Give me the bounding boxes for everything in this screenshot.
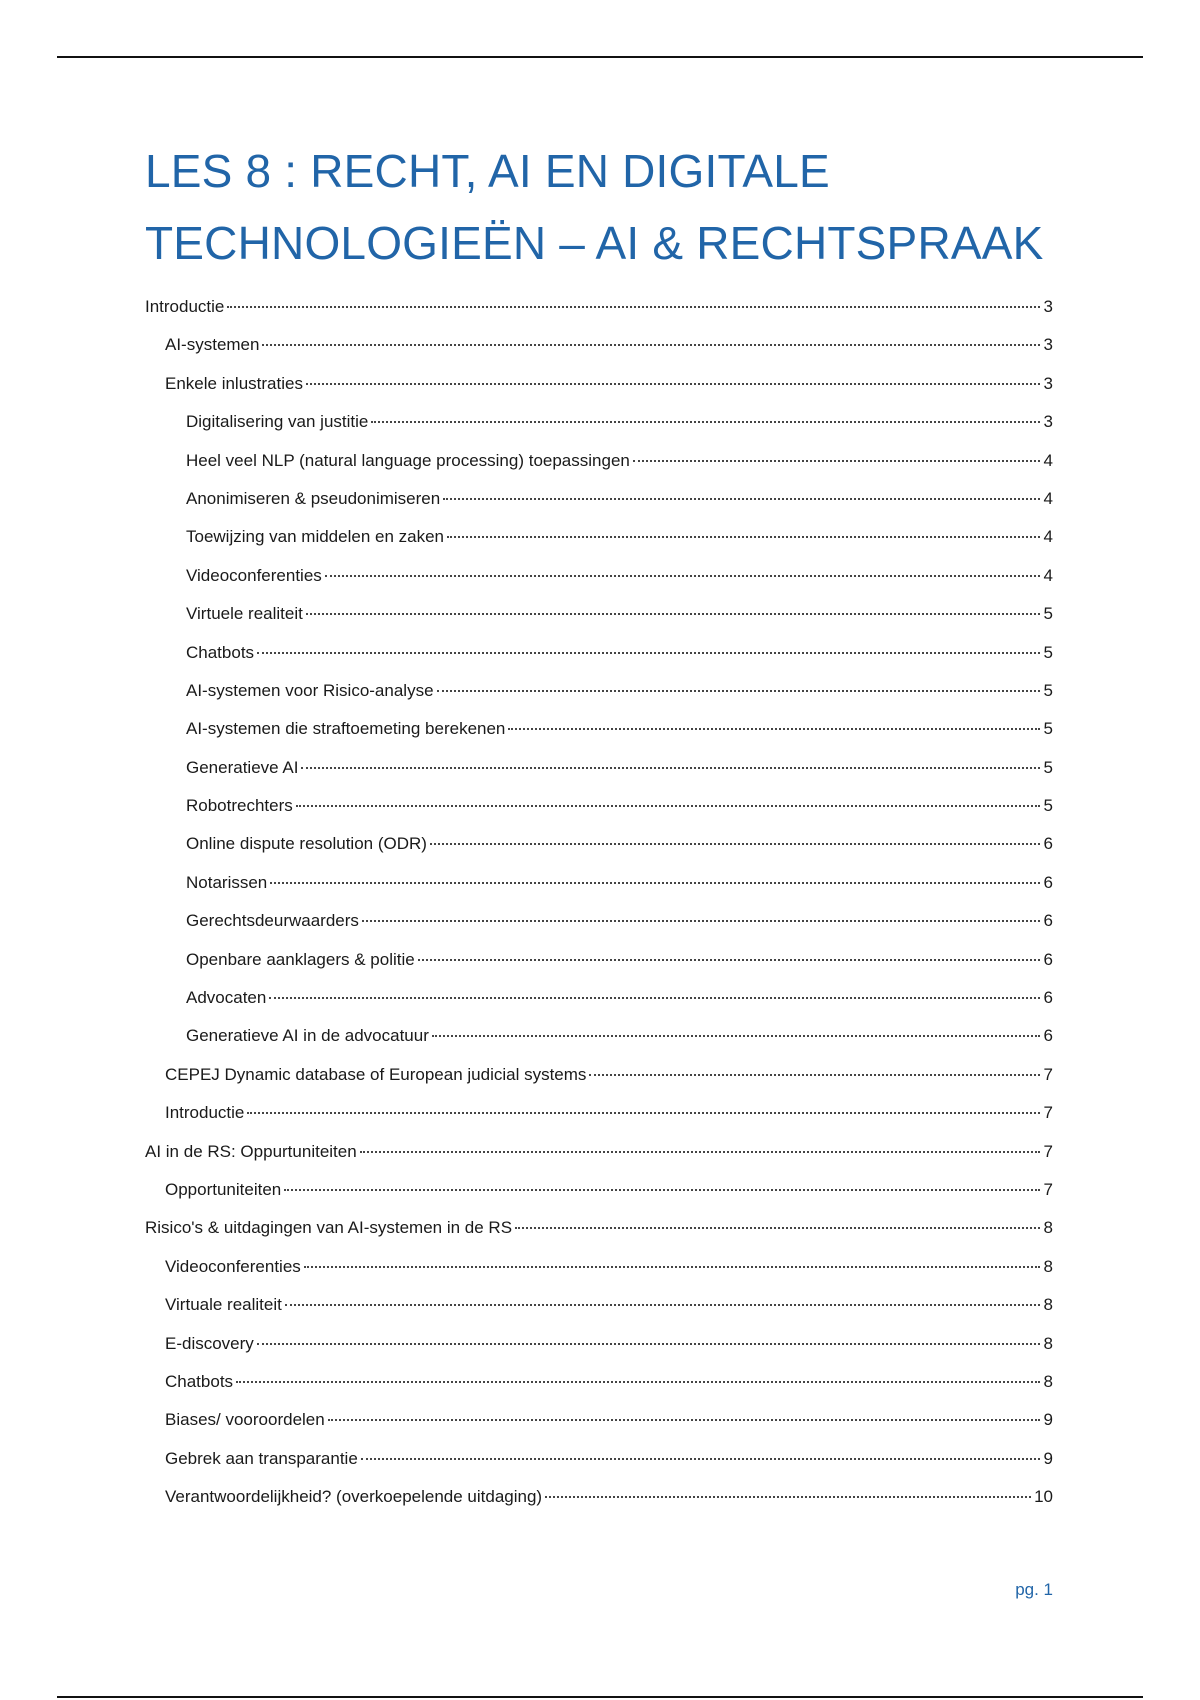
toc-entry-label: Notarissen (186, 872, 268, 892)
toc-entry-page: 7 (1043, 1179, 1053, 1199)
toc-dot-leader (515, 1227, 1040, 1229)
toc-dot-leader (306, 383, 1040, 385)
toc-entry[interactable] (145, 681, 1053, 719)
toc-dot-leader (227, 306, 1040, 308)
toc-entry-label: Verantwoordelijkheid? (overkoepelende uitdaging) (165, 1487, 543, 1507)
toc-entry-page: 5 (1043, 642, 1053, 662)
toc-entry-label: AI-systemen (165, 335, 260, 355)
toc-dot-leader (328, 1419, 1040, 1421)
toc-entry-page: 5 (1043, 719, 1053, 739)
toc-entry[interactable] (145, 297, 1053, 335)
toc-dot-leader (508, 728, 1040, 730)
toc-entry-page: 5 (1043, 604, 1053, 624)
toc-dot-leader (633, 460, 1040, 462)
document-title (145, 145, 1105, 269)
toc-entry-page: 7 (1043, 1103, 1053, 1123)
footer-rule (57, 1696, 1143, 1698)
toc-entry-page: 7 (1043, 1141, 1053, 1161)
toc-dot-leader (247, 1112, 1040, 1114)
toc-entry[interactable] (145, 1487, 1053, 1525)
toc-dot-leader (545, 1496, 1031, 1498)
toc-entry-page: 8 (1043, 1333, 1053, 1353)
toc-entry[interactable] (145, 604, 1053, 642)
toc-entry-page: 6 (1043, 988, 1053, 1008)
toc-entry[interactable] (145, 1334, 1053, 1372)
toc-entry[interactable] (145, 1372, 1053, 1410)
toc-entry[interactable] (145, 489, 1053, 527)
toc-entry[interactable] (145, 1295, 1053, 1333)
toc-entry[interactable] (145, 1065, 1053, 1103)
toc-entry-label: Gebrek aan transparantie (165, 1448, 358, 1468)
toc-entry[interactable] (145, 412, 1053, 450)
toc-entry[interactable] (145, 1180, 1053, 1218)
toc-entry-page: 9 (1043, 1448, 1053, 1468)
toc-entry-page: 6 (1043, 949, 1053, 969)
toc-entry-page: 3 (1043, 335, 1053, 355)
toc-entry[interactable] (145, 1218, 1053, 1256)
toc-entry[interactable] (145, 834, 1053, 872)
toc-entry-page: 3 (1043, 373, 1053, 393)
toc-dot-leader (432, 1035, 1040, 1037)
toc-entry[interactable] (145, 758, 1053, 796)
toc-dot-leader (418, 959, 1040, 961)
toc-dot-leader (257, 652, 1040, 654)
toc-entry-page: 3 (1043, 297, 1053, 316)
toc-entry-label: Heel veel NLP (natural language processing) toepassingen (186, 450, 630, 470)
toc-dot-leader (269, 997, 1040, 999)
toc-entry-page: 5 (1043, 796, 1053, 816)
toc-entry-label: Videoconferenties (165, 1256, 301, 1276)
toc-entry[interactable] (145, 1103, 1053, 1141)
toc-entry-page: 4 (1043, 565, 1053, 585)
toc-entry[interactable] (145, 1410, 1053, 1448)
toc-entry-page: 6 (1043, 911, 1053, 931)
toc-entry[interactable] (145, 566, 1053, 604)
toc-entry-page: 7 (1043, 1064, 1053, 1084)
toc-entry-label: Introductie (165, 1103, 245, 1123)
toc-entry-page: 9 (1043, 1410, 1053, 1430)
page-number: pg. 1 (1015, 1580, 1053, 1599)
toc-entry-label: Generatieve AI (186, 757, 299, 777)
toc-entry-label: Videoconferenties (186, 565, 322, 585)
toc-entry-page: 10 (1034, 1487, 1053, 1507)
toc-entry-label: Introductie (145, 297, 225, 316)
toc-dot-leader (360, 1151, 1040, 1153)
toc-entry-label: CEPEJ Dynamic database of European judicial systems (165, 1064, 587, 1084)
toc-entry-page: 6 (1043, 1026, 1053, 1046)
toc-entry-page: 8 (1043, 1256, 1053, 1276)
toc-entry-page: 8 (1043, 1295, 1053, 1315)
toc-entry[interactable] (145, 1257, 1053, 1295)
toc-entry-label: Gerechtsdeurwaarders (186, 911, 359, 931)
toc-entry-page: 8 (1043, 1218, 1053, 1238)
toc-entry-label: Chatbots (165, 1371, 234, 1391)
toc-entry[interactable] (145, 796, 1053, 834)
toc-entry-label: Toewijzing van middelen en zaken (186, 527, 444, 547)
toc-entry[interactable] (145, 873, 1053, 911)
toc-entry-page: 6 (1043, 872, 1053, 892)
toc-entry[interactable] (145, 374, 1053, 412)
toc-entry-label: Risico's & uitdagingen van AI-systemen in de RS (145, 1218, 513, 1238)
toc-entry-label: Advocaten (186, 988, 267, 1008)
toc-entry-label: AI-systemen die straftoemeting berekenen (186, 719, 506, 739)
toc-dot-leader (437, 690, 1040, 692)
toc-entry-label: Enkele inlustraties (165, 373, 303, 393)
toc-entry-label: Biases/ vooroordelen (165, 1410, 325, 1430)
toc-dot-leader (362, 920, 1040, 922)
toc-entry-label: E-discovery (165, 1333, 254, 1353)
toc-dot-leader (236, 1381, 1040, 1383)
toc-entry-page: 4 (1043, 488, 1053, 508)
toc-entry[interactable] (145, 451, 1053, 489)
table-of-contents (145, 297, 1053, 1526)
toc-dot-leader (285, 1304, 1040, 1306)
toc-entry-label: Online dispute resolution (ODR) (186, 834, 427, 854)
toc-entry[interactable] (145, 335, 1053, 373)
toc-entry-page: 5 (1043, 757, 1053, 777)
toc-dot-leader (257, 1343, 1040, 1345)
document-title-line-1: LES 8 : RECHT, AI EN DIGITALE (145, 145, 830, 197)
toc-entry-label: AI-systemen voor Risico-analyse (186, 680, 434, 700)
toc-dot-leader (306, 613, 1040, 615)
toc-dot-leader (371, 421, 1040, 423)
toc-dot-leader (304, 1266, 1040, 1268)
toc-entry-page: 6 (1043, 834, 1053, 854)
toc-dot-leader (443, 498, 1040, 500)
toc-entry-label: Virtuale realiteit (165, 1295, 282, 1315)
toc-dot-leader (301, 767, 1040, 769)
toc-entry-page: 3 (1043, 412, 1053, 432)
toc-entry[interactable] (145, 527, 1053, 565)
toc-entry-page: 4 (1043, 450, 1053, 470)
toc-dot-leader (361, 1458, 1040, 1460)
toc-entry[interactable] (145, 1449, 1053, 1487)
toc-dot-leader (447, 536, 1040, 538)
toc-entry-label: Openbare aanklagers & politie (186, 949, 415, 969)
toc-entry[interactable] (145, 911, 1053, 949)
toc-dot-leader (296, 805, 1040, 807)
toc-entry-label: AI in de RS: Oppurtuniteiten (145, 1141, 357, 1161)
toc-dot-leader (589, 1074, 1040, 1076)
toc-entry-page: 4 (1043, 527, 1053, 547)
toc-entry-label: Chatbots (186, 642, 255, 662)
toc-entry-label: Virtuele realiteit (186, 604, 303, 624)
toc-entry-label: Digitalisering van justitie (186, 412, 369, 432)
toc-dot-leader (284, 1189, 1040, 1191)
toc-dot-leader (325, 575, 1040, 577)
toc-entry[interactable] (145, 1142, 1053, 1180)
toc-entry-label: Anonimiseren & pseudonimiseren (186, 488, 441, 508)
toc-entry[interactable] (145, 950, 1053, 988)
toc-dot-leader (270, 882, 1040, 884)
toc-entry[interactable] (145, 643, 1053, 681)
toc-dot-leader (262, 344, 1040, 346)
toc-entry-page: 8 (1043, 1371, 1053, 1391)
header-rule (57, 56, 1143, 58)
toc-entry[interactable] (145, 988, 1053, 1026)
toc-entry-label: Robotrechters (186, 796, 293, 816)
toc-entry-page: 5 (1043, 680, 1053, 700)
toc-entry[interactable] (145, 719, 1053, 757)
document-title-line-2: TECHNOLOGIEËN – AI & RECHTSPRAAK (145, 217, 1044, 269)
toc-entry-label: Opportuniteiten (165, 1179, 282, 1199)
toc-dot-leader (430, 843, 1040, 845)
toc-entry-label: Generatieve AI in de advocatuur (186, 1026, 429, 1046)
toc-entry[interactable] (145, 1026, 1053, 1064)
